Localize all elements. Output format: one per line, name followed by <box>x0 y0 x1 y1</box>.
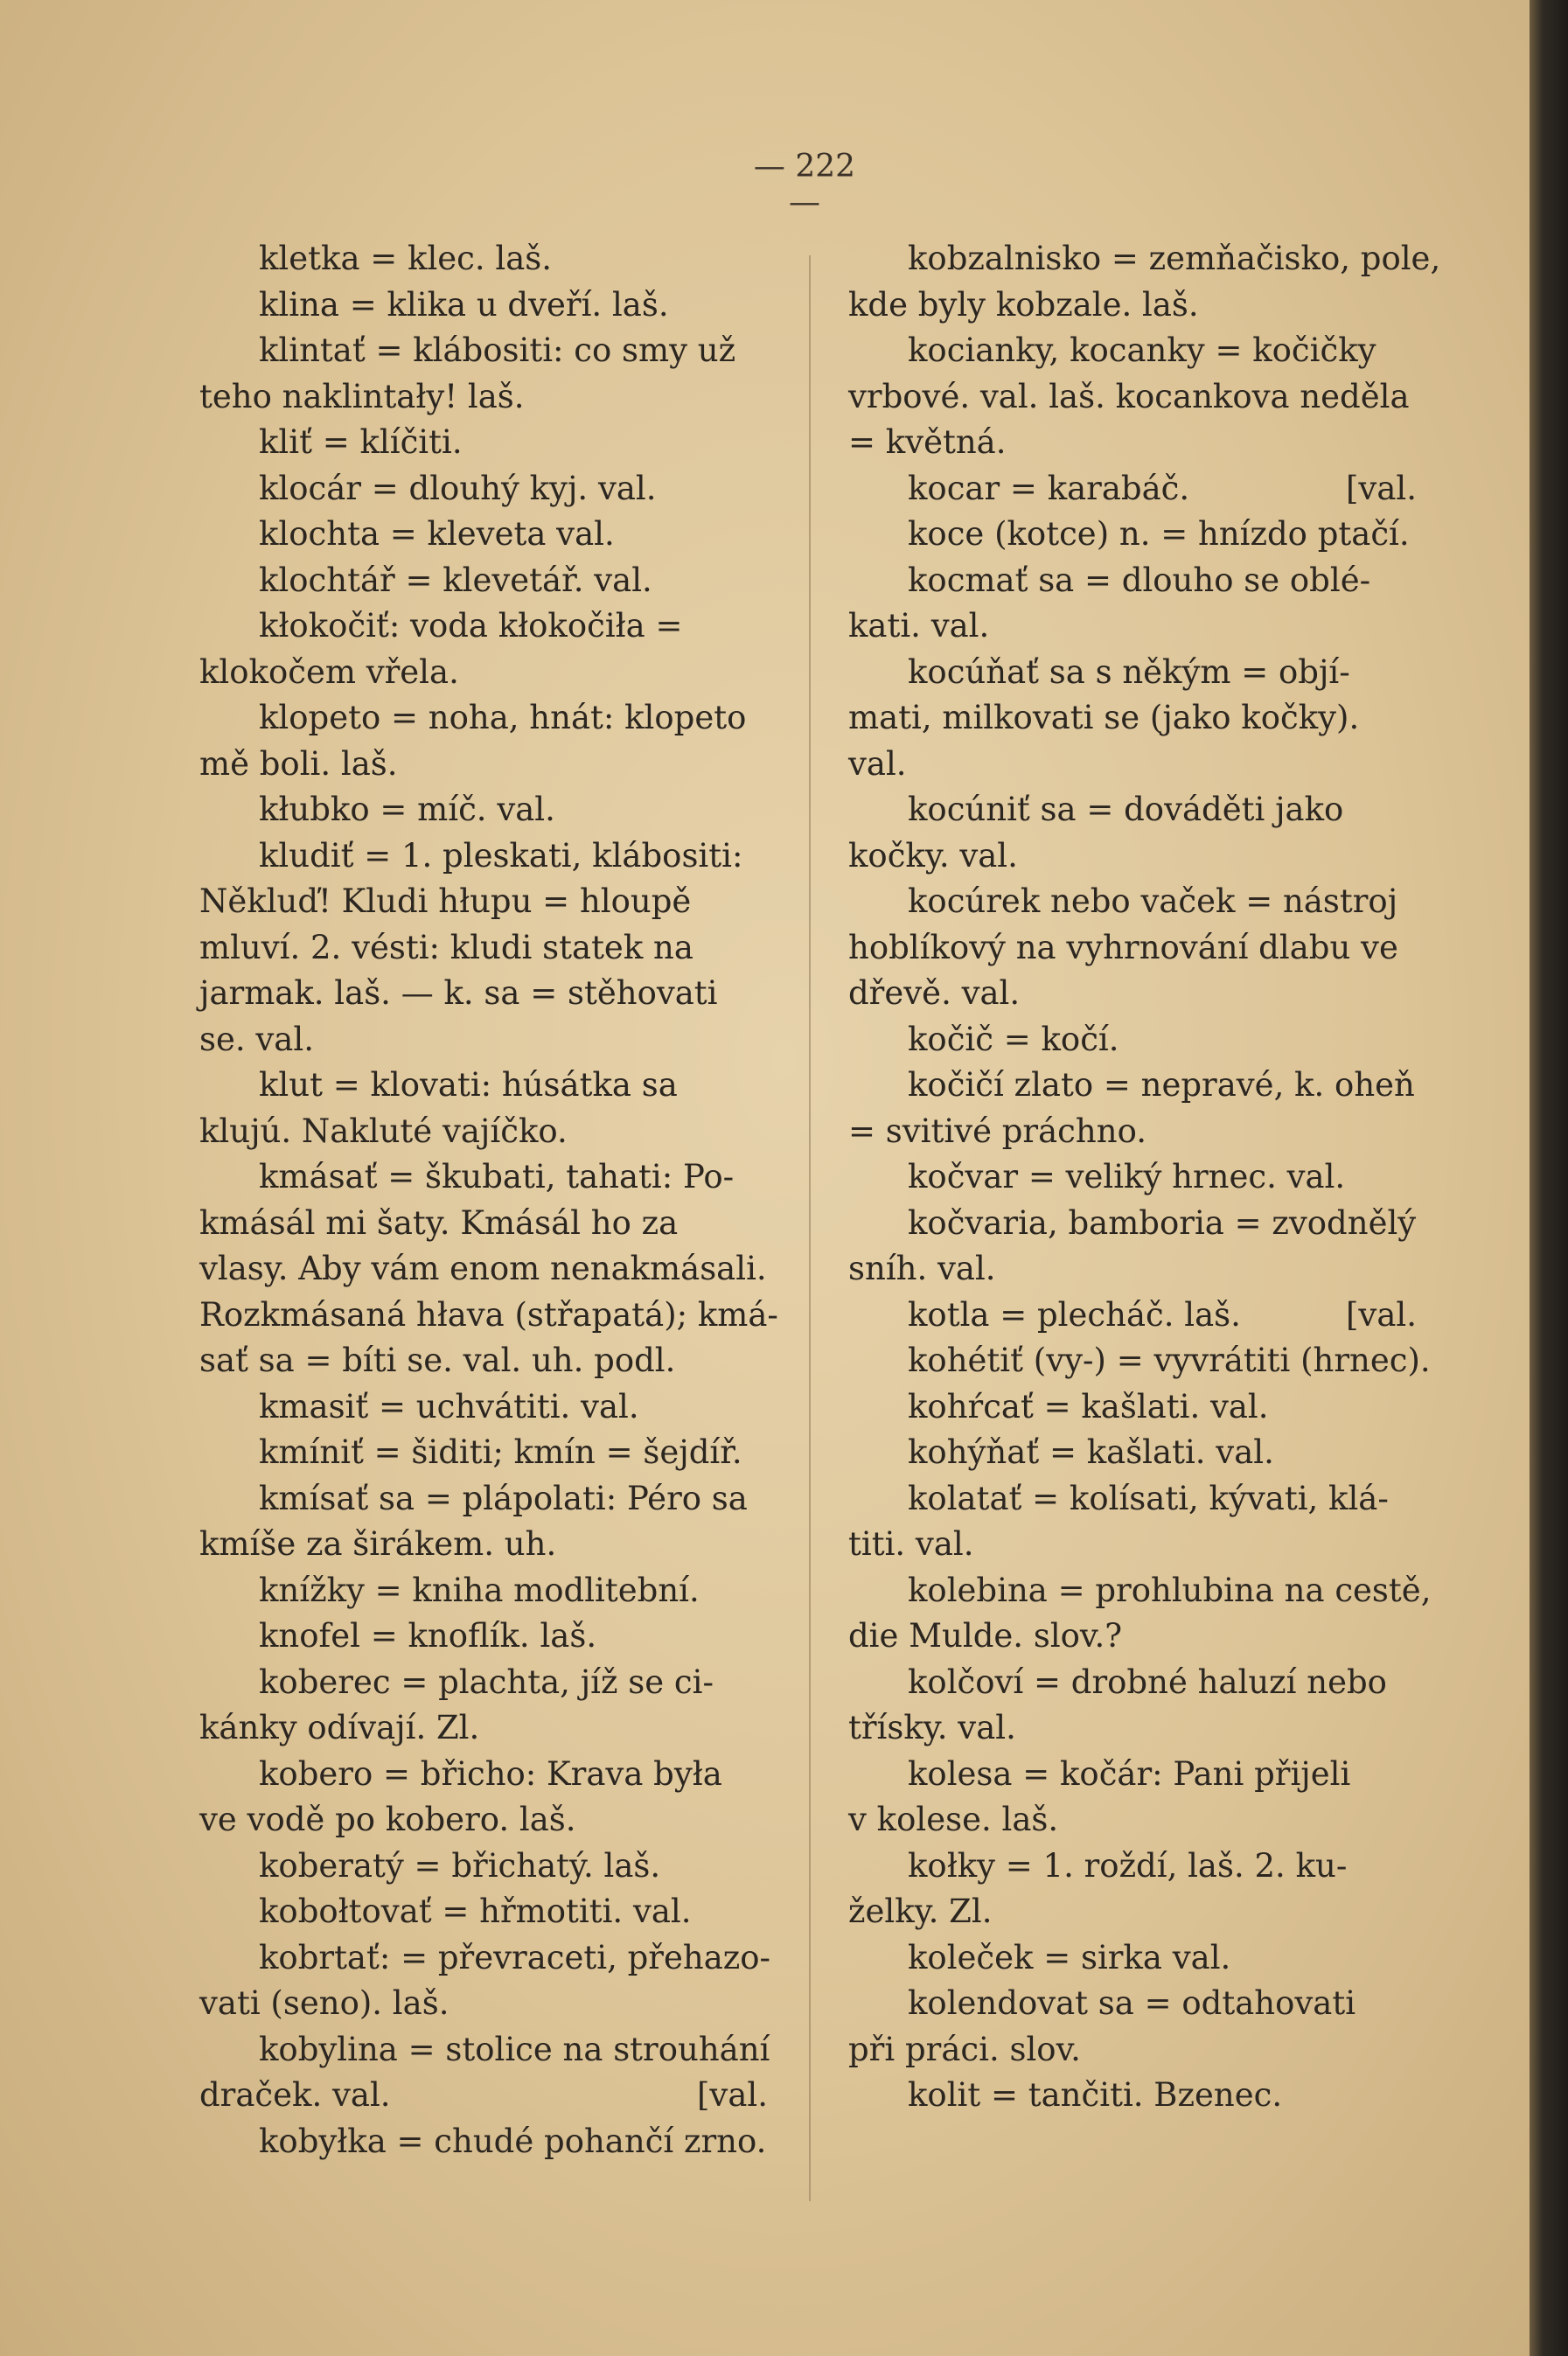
line-text: kmíše za širákem. uh. <box>199 1525 557 1563</box>
dictionary-entry-line <box>848 650 1417 696</box>
dictionary-continuation-line <box>199 374 768 421</box>
line-text: kolendovat sa = odtahovati <box>908 1984 1356 2022</box>
line-text: kłubko = míč. val. <box>259 791 555 828</box>
line-text: mluví. 2. vésti: kludi statek na <box>199 928 693 966</box>
dictionary-entry-line <box>848 558 1417 604</box>
dictionary-entry-line <box>199 466 768 512</box>
line-text: kmísať sa = plápolati: Péro sa <box>259 1479 748 1517</box>
dictionary-continuation-line <box>199 1246 768 1293</box>
right-column <box>848 236 1441 2119</box>
line-text: die Mulde. slov.? <box>848 1617 1123 1655</box>
line-text: kočičí zlato = nepravé, k. oheň <box>908 1066 1415 1104</box>
line-text: sať sa = bíti se. val. uh. podl. <box>199 1342 676 1379</box>
line-text: kočič = kočí. <box>908 1020 1119 1058</box>
line-text: kocar = karabáč. <box>908 469 1190 507</box>
dictionary-continuation-line <box>848 1889 1417 1935</box>
dictionary-entry-line <box>199 1154 768 1201</box>
line-text: kohétiť (vy-) = vyvrátiti (hrnec). <box>908 1342 1431 1379</box>
dictionary-entry-line <box>848 1660 1417 1706</box>
dictionary-entry-line <box>848 1430 1417 1476</box>
line-text: kludiť = 1. pleskati, klábositi: <box>259 836 743 875</box>
line-text: klujú. Nakluté vajíčko. <box>199 1112 568 1150</box>
line-text: ve vodě po kobero. laš. <box>199 1801 576 1838</box>
dictionary-continuation-line <box>199 1017 768 1063</box>
dictionary-entry-line <box>848 1201 1417 1247</box>
line-text: vati (seno). laš. <box>199 1984 449 2022</box>
dictionary-continuation-line <box>199 2073 768 2119</box>
dictionary-entry-line <box>848 466 1417 512</box>
dictionary-entry-line <box>848 1293 1417 1339</box>
line-text: kłokočiť: voda kłokočiła = <box>259 607 683 645</box>
line-text: v kolese. laš. <box>848 1801 1059 1838</box>
line-text: koberec = plachta, jíž se ci- <box>259 1662 714 1701</box>
dictionary-entry-line <box>848 879 1417 925</box>
dictionary-continuation-line <box>848 742 1417 788</box>
dictionary-entry-line <box>199 833 768 880</box>
dictionary-continuation-line <box>199 1981 768 2027</box>
dictionary-continuation-line <box>199 1293 778 1339</box>
line-text: kolebina = prohlubina na cestě, <box>908 1571 1432 1609</box>
dictionary-entry-line <box>199 1476 768 1523</box>
dictionary-entry-line <box>199 695 768 742</box>
line-text: kočvar = veliký hrnec. val. <box>908 1158 1346 1195</box>
dictionary-entry-line <box>848 236 1441 282</box>
dictionary-entry-line <box>848 1935 1417 1982</box>
page-edge-shadow <box>1530 0 1568 2356</box>
line-text: klintať = klábositi: co smy už <box>259 331 736 369</box>
line-text: draček. val. <box>199 2076 391 2114</box>
dictionary-continuation-line <box>848 1797 1417 1844</box>
dictionary-entry-line <box>848 1568 1432 1614</box>
dictionary-continuation-line <box>199 1109 768 1155</box>
dictionary-continuation-line <box>848 695 1417 742</box>
line-right-note: [val. <box>697 2076 768 2114</box>
dictionary-entry-line <box>199 1614 768 1660</box>
line-text: titi. val. <box>848 1525 974 1563</box>
dictionary-entry-line <box>199 420 768 466</box>
line-text: knofel = knoflík. laš. <box>259 1617 597 1655</box>
line-text: vrbové. val. laš. kocankova neděla <box>848 377 1410 415</box>
dictionary-continuation-line <box>848 925 1417 972</box>
dictionary-entry-line <box>199 1568 768 1614</box>
line-text: hoblíkový na vyhrnování dlabu ve <box>848 928 1398 966</box>
line-text: Rozkmásaná hłava (střapatá); kmá- <box>199 1295 778 1334</box>
dictionary-continuation-line <box>199 971 768 1017</box>
column-divider <box>809 255 811 2201</box>
line-text: vlasy. Aby vám enom nenakmásali. <box>199 1250 767 1287</box>
dictionary-continuation-line <box>199 1797 768 1844</box>
dictionary-entry-line <box>199 603 768 650</box>
dictionary-entry-line <box>848 1063 1417 1109</box>
dictionary-entry-line <box>848 328 1417 374</box>
line-text: kde byly kobzale. laš. <box>848 285 1199 324</box>
dictionary-continuation-line <box>848 420 1417 466</box>
dictionary-entry-line <box>848 1017 1417 1063</box>
dictionary-entry-line <box>199 1752 768 1798</box>
dictionary-entry-line <box>199 328 768 374</box>
dictionary-entry-line <box>199 2119 768 2165</box>
page-number: — 222 — <box>753 149 856 220</box>
line-text: kliť = klíčiti. <box>259 423 463 461</box>
line-text: teho naklintały! laš. <box>199 377 525 415</box>
left-column <box>199 236 778 2164</box>
line-text: kletka = klec. laš. <box>259 240 553 277</box>
dictionary-continuation-line <box>199 1201 768 1247</box>
line-text: klut = klovati: húsátka sa <box>259 1066 678 1104</box>
dictionary-entry-line <box>848 1154 1417 1201</box>
dictionary-continuation-line <box>199 1705 768 1752</box>
dictionary-entry-line <box>848 787 1417 833</box>
line-text: kánky odívají. Zl. <box>199 1709 480 1746</box>
dictionary-entry-line <box>848 1338 1431 1384</box>
dictionary-continuation-line <box>848 1109 1417 1155</box>
line-text: kotla = plecháč. laš. <box>908 1295 1241 1334</box>
line-text: kočky. val. <box>848 836 1018 875</box>
dictionary-continuation-line <box>199 1522 768 1568</box>
line-text: kočvaria, bamboria = zvodnělý <box>908 1203 1417 1242</box>
line-text: kocúniť sa = dováděti jako <box>908 791 1344 828</box>
line-text: sníh. val. <box>848 1250 996 1287</box>
dictionary-entry-line <box>199 787 768 833</box>
line-text: kobero = břicho: Krava była <box>259 1754 722 1793</box>
line-text: dřevě. val. <box>848 974 1021 1012</box>
line-text: kobylina = stolice na strouhání <box>259 2030 770 2068</box>
dictionary-entry-line <box>199 1935 771 1982</box>
line-text: = květná. <box>848 423 1007 461</box>
line-text: kocúňať sa s někým = objí- <box>908 652 1350 691</box>
dictionary-continuation-line <box>848 1705 1417 1752</box>
dictionary-continuation-line <box>199 879 768 925</box>
line-text: = svitivé práchno. <box>848 1112 1146 1150</box>
dictionary-entry-line <box>199 1384 768 1431</box>
line-text: kolčoví = drobné haluzí nebo <box>908 1662 1387 1701</box>
dictionary-continuation-line <box>848 833 1417 880</box>
dictionary-continuation-line <box>848 603 1417 650</box>
dictionary-entry-line <box>199 1844 768 1890</box>
dictionary-entry-line <box>199 1430 768 1476</box>
line-text: kohýňať = kašlati. val. <box>908 1433 1274 1471</box>
line-text: kati. val. <box>848 607 990 645</box>
dictionary-continuation-line <box>848 2027 1417 2074</box>
line-text: kmíniť = šiditi; kmín = šejdíř. <box>259 1433 742 1471</box>
line-text: kocmať sa = dlouho se oblé- <box>908 561 1371 599</box>
dictionary-entry-line <box>848 1752 1417 1798</box>
line-text: klopeto = noha, hnát: klopeto <box>259 699 747 736</box>
dictionary-continuation-line <box>848 971 1417 1017</box>
line-text: kmásať = škubati, tahati: Po- <box>259 1158 735 1195</box>
line-text: kocúrek nebo vaček = nástroj <box>908 882 1398 920</box>
line-text: kobrtať: = převraceti, přehazo- <box>259 1938 771 1976</box>
line-text: klochta = kleveta val. <box>259 515 615 553</box>
dictionary-entry-line <box>199 558 768 604</box>
line-text: želky. Zl. <box>848 1892 993 1930</box>
line-text: Někluď! Kludi hłupu = hloupě <box>199 882 692 920</box>
dictionary-continuation-line <box>848 282 1417 329</box>
dictionary-continuation-line <box>848 1614 1417 1660</box>
line-text: koberatý = břichatý. laš. <box>259 1846 661 1885</box>
line-text: kolatať = kolísati, kývati, klá- <box>908 1479 1389 1517</box>
dictionary-continuation-line <box>199 650 768 696</box>
line-text: jarmak. laš. — k. sa = stěhovati <box>199 974 718 1012</box>
dictionary-entry-line <box>848 1981 1417 2027</box>
line-text: knížky = kniha modlitební. <box>259 1571 700 1609</box>
line-text: kolit = tančiti. Bzenec. <box>908 2076 1283 2114</box>
line-text: klocár = dlouhý kyj. val. <box>259 469 657 507</box>
line-text: třísky. val. <box>848 1709 1016 1746</box>
dictionary-continuation-line <box>848 1522 1417 1568</box>
line-text: klina = klika u dveří. laš. <box>259 285 669 324</box>
line-text: koce (kotce) n. = hnízdo ptačí. <box>908 515 1410 553</box>
dictionary-continuation-line <box>199 742 768 788</box>
dictionary-entry-line <box>848 2073 1417 2119</box>
line-text: se. val. <box>199 1020 314 1058</box>
line-text: mě boli. laš. <box>199 744 398 783</box>
line-right-note: [val. <box>1346 1295 1417 1334</box>
line-text: klochtář = klevetář. val. <box>259 561 652 599</box>
line-text: klokočem vřela. <box>199 652 459 691</box>
dictionary-entry-line <box>199 512 768 558</box>
line-text: kobołtovať = hřmotiti. val. <box>259 1892 692 1930</box>
line-text: kołky = 1. roždí, laš. 2. ku- <box>908 1846 1348 1885</box>
dictionary-continuation-line <box>848 1246 1417 1293</box>
dictionary-continuation-line <box>199 1338 768 1384</box>
dictionary-entry-line <box>199 1063 768 1109</box>
line-right-note: [val. <box>1346 469 1417 507</box>
line-text: kmasiť = uchvátiti. val. <box>259 1387 639 1425</box>
line-text: kohŕcať = kašlati. val. <box>908 1387 1269 1425</box>
dictionary-entry-line <box>848 512 1417 558</box>
dictionary-entry-line <box>199 1660 768 1706</box>
line-text: kocianky, kocanky = kočičky <box>908 331 1376 369</box>
line-text: kobyłka = chudé pohančí zrno. <box>259 2122 767 2160</box>
dictionary-entry-line <box>848 1384 1417 1431</box>
line-text: kobzalnisko = zemňačisko, pole, <box>908 240 1441 277</box>
dictionary-entry-line <box>199 236 768 282</box>
dictionary-entry-line <box>199 282 768 329</box>
line-text: koleček = sirka val. <box>908 1938 1231 1976</box>
line-text: val. <box>848 744 907 783</box>
dictionary-entry-line <box>848 1476 1417 1523</box>
dictionary-entry-line <box>199 2027 768 2074</box>
line-text: kolesa = kočár: Pani přijeli <box>908 1754 1351 1793</box>
line-text: mati, milkovati se (jako kočky). <box>848 699 1360 736</box>
dictionary-continuation-line <box>199 925 768 972</box>
dictionary-entry-line <box>199 1889 768 1935</box>
dictionary-continuation-line <box>848 374 1417 421</box>
line-text: při práci. slov. <box>848 2030 1081 2068</box>
dictionary-entry-line <box>848 1844 1417 1890</box>
line-text: kmásál mi šaty. Kmásál ho za <box>199 1203 679 1242</box>
